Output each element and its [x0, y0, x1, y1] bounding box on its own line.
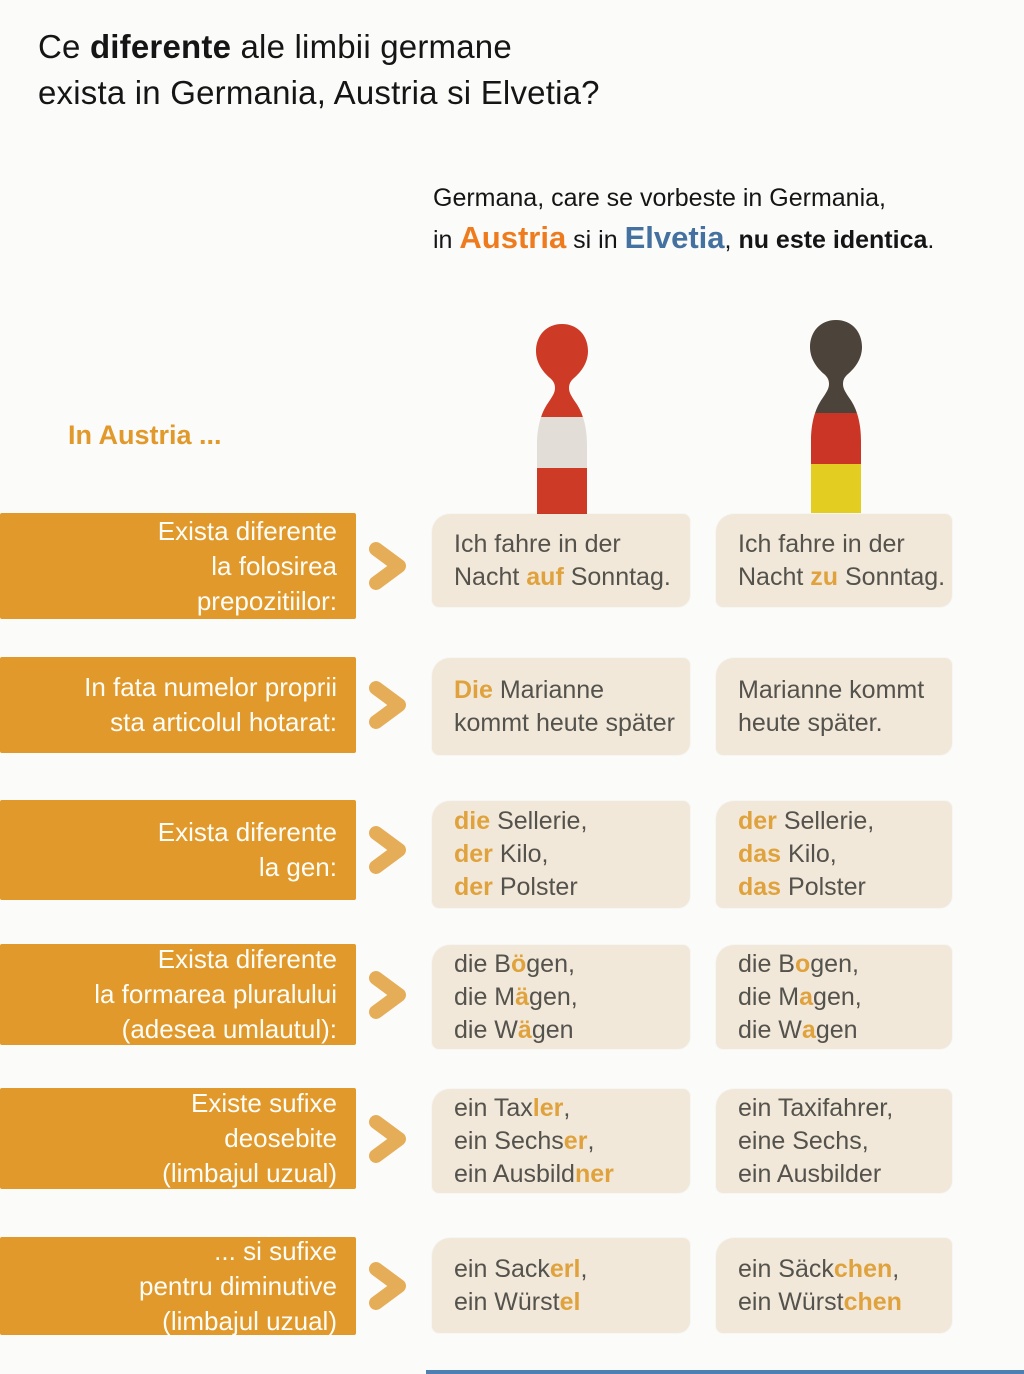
example-text: die B	[454, 949, 511, 978]
highlighted-text: ö	[510, 949, 527, 978]
example-text: Sellerie,	[490, 807, 588, 835]
category-label-line: (limbajul uzual)	[162, 1305, 337, 1336]
example-line	[738, 1286, 952, 1319]
example-text: Nacht	[454, 562, 527, 591]
austria-example-box	[432, 1238, 690, 1333]
category-label-line: Exista diferente	[157, 515, 337, 546]
example-text: die W	[738, 1015, 802, 1044]
example-line	[454, 674, 690, 707]
example-text: eine Sechs,	[738, 1126, 869, 1155]
example-line	[454, 805, 690, 838]
title-text: ale limbii germane	[231, 28, 512, 65]
highlighted-text: Die	[454, 675, 493, 704]
example-text: ,	[587, 1126, 595, 1155]
example-text: gen,	[810, 949, 859, 978]
bottom-section-edge	[426, 1370, 1024, 1374]
intro-text: ,	[724, 226, 739, 254]
intro-text: .	[927, 226, 935, 254]
intro-bold-text: nu este identica	[738, 226, 928, 254]
austria-example-box	[432, 945, 690, 1049]
chevron-right-icon	[365, 1260, 411, 1312]
example-text: gen,	[526, 949, 575, 978]
example-line	[454, 707, 690, 740]
example-text: ein Sechs	[454, 1126, 564, 1155]
example-text: Ich fahre in der	[738, 529, 905, 558]
austria-example-box	[432, 658, 690, 755]
example-line	[738, 707, 952, 740]
example-text: Sonntag.	[838, 562, 946, 591]
intro-text: in	[433, 226, 460, 254]
example-text: Ich fahre in der	[454, 529, 621, 558]
example-text: gen	[815, 1015, 858, 1044]
category-label-line: Exista diferente	[157, 944, 337, 974]
chevron-right-icon	[365, 824, 411, 876]
highlighted-text: ä	[517, 1015, 532, 1044]
example-line	[454, 1158, 690, 1191]
highlighted-text: das	[738, 873, 782, 901]
example-text: ,	[892, 1254, 900, 1283]
category-label-line: In fata numelor proprii	[84, 672, 337, 702]
category-label-line: ... si sufixe	[214, 1235, 337, 1266]
austria-word: Austria	[459, 220, 567, 255]
example-text: die M	[738, 982, 800, 1011]
title-bold-word: diferente	[89, 28, 232, 65]
example-line	[454, 871, 690, 904]
example-line	[738, 528, 952, 561]
example-text: ,	[563, 1093, 571, 1122]
highlighted-text: o	[794, 949, 811, 978]
example-text: ein Würst	[454, 1287, 560, 1316]
austria-example-box	[432, 514, 690, 607]
category-label-line: (limbajul uzual)	[162, 1158, 337, 1188]
highlighted-text: zu	[810, 562, 839, 591]
intro-paragraph	[433, 178, 934, 260]
intro-text: si in	[566, 226, 625, 254]
example-line	[738, 1014, 952, 1047]
category-label-box	[0, 657, 356, 753]
category-label-box	[0, 513, 356, 619]
highlighted-text: ner	[574, 1159, 614, 1188]
example-text: Nacht	[738, 562, 811, 591]
example-line	[454, 561, 690, 594]
example-text: Sonntag.	[563, 562, 671, 591]
category-label-box	[0, 1088, 356, 1189]
category-label-line: la folosirea	[211, 550, 337, 581]
highlighted-text: der	[454, 873, 493, 901]
germany-example-box	[716, 658, 952, 755]
example-text: ,	[580, 1254, 588, 1283]
example-text: Polster	[781, 873, 866, 901]
chevron-right-icon	[365, 679, 411, 731]
example-line	[738, 838, 952, 871]
highlighted-text: die	[454, 807, 491, 835]
chevron-right-icon	[365, 540, 411, 592]
highlighted-text: das	[738, 840, 782, 868]
highlighted-text: ä	[515, 982, 530, 1011]
title-line-2: exista in Germania, Austria si Elvetia?	[38, 74, 600, 111]
example-text: ein Würst	[738, 1287, 844, 1316]
example-line	[454, 1092, 690, 1125]
example-line	[454, 948, 690, 981]
chevron-right-icon	[365, 969, 411, 1021]
example-text: die B	[738, 949, 795, 978]
germany-pawn	[786, 317, 886, 518]
highlighted-text: ler	[532, 1093, 564, 1122]
example-text: gen,	[529, 982, 578, 1011]
page-title	[38, 24, 600, 116]
austria-pawn	[512, 321, 612, 522]
category-label-line: la formarea pluralului	[94, 979, 337, 1009]
example-line	[738, 1125, 952, 1158]
highlighted-text: a	[801, 1015, 816, 1044]
highlighted-text: erl	[549, 1254, 581, 1283]
example-line	[454, 981, 690, 1014]
category-label-box	[0, 1237, 356, 1335]
example-text: ein Ausbild	[454, 1159, 575, 1188]
in-austria-label: In Austria ...	[68, 420, 222, 450]
example-text: gen,	[813, 982, 862, 1011]
title-text: Ce	[38, 28, 90, 65]
intro-line-1: Germana, care se vorbeste in Germania,	[433, 184, 886, 212]
germany-example-box	[716, 945, 952, 1049]
title-line-1	[38, 24, 600, 70]
category-label-line: la gen:	[258, 852, 337, 882]
germany-example-box	[716, 1089, 952, 1193]
example-text: ein Ausbilder	[738, 1159, 882, 1188]
austria-example-box	[432, 1089, 690, 1193]
example-text: heute später.	[738, 708, 883, 737]
highlighted-text: der	[738, 807, 777, 835]
category-label-line: sta articolul hotarat:	[110, 707, 337, 737]
example-line	[738, 981, 952, 1014]
example-line	[738, 805, 952, 838]
example-line	[454, 1125, 690, 1158]
example-text: die W	[454, 1015, 518, 1044]
germany-example-box	[716, 514, 952, 607]
highlighted-text: auf	[526, 562, 564, 591]
austria-example-box	[432, 801, 690, 908]
category-label-line: pentru diminutive	[139, 1270, 337, 1301]
highlighted-text: chen	[843, 1287, 902, 1316]
example-text: ein Tax	[454, 1093, 533, 1122]
example-text: gen	[531, 1015, 574, 1044]
example-line	[738, 561, 952, 594]
highlighted-text: der	[454, 840, 493, 868]
example-line	[738, 871, 952, 904]
example-text: Marianne	[492, 675, 605, 704]
category-label-line: prepozitiilor:	[196, 585, 337, 616]
example-line	[738, 1092, 952, 1125]
germany-example-box	[716, 1238, 952, 1333]
elvetia-word: Elvetia	[624, 220, 725, 255]
highlighted-text: chen	[833, 1254, 893, 1283]
example-text: die M	[454, 982, 516, 1011]
category-label-line: deosebite	[224, 1123, 337, 1153]
example-line	[738, 1158, 952, 1191]
example-line	[738, 1253, 952, 1286]
example-line	[454, 1253, 690, 1286]
category-label-line: Existe sufixe	[191, 1088, 337, 1118]
germany-example-box	[716, 801, 952, 908]
example-text: Polster	[492, 873, 578, 901]
example-text: ein Taxifahrer,	[738, 1093, 894, 1122]
example-text: Kilo,	[492, 840, 549, 868]
example-text: Marianne kommt	[738, 675, 925, 704]
example-line	[738, 948, 952, 981]
highlighted-text: el	[559, 1287, 581, 1316]
category-label-line: Exista diferente	[157, 817, 337, 847]
example-text: kommt heute später	[454, 708, 675, 737]
category-label-box	[0, 800, 356, 900]
example-text: Kilo,	[781, 840, 837, 868]
category-label-line: (adesea umlautul):	[121, 1014, 337, 1044]
intro-line-2	[433, 218, 934, 260]
example-text: ein Sack	[454, 1254, 550, 1283]
example-line	[738, 674, 952, 707]
example-text: ein Säck	[738, 1254, 834, 1283]
example-line	[454, 1286, 690, 1319]
category-label-box	[0, 944, 356, 1045]
example-line	[454, 528, 690, 561]
example-line	[454, 838, 690, 871]
example-line	[454, 1014, 690, 1047]
chevron-right-icon	[365, 1113, 411, 1165]
example-text: Sellerie,	[776, 807, 875, 835]
highlighted-text: a	[799, 982, 814, 1011]
highlighted-text: er	[563, 1126, 588, 1155]
